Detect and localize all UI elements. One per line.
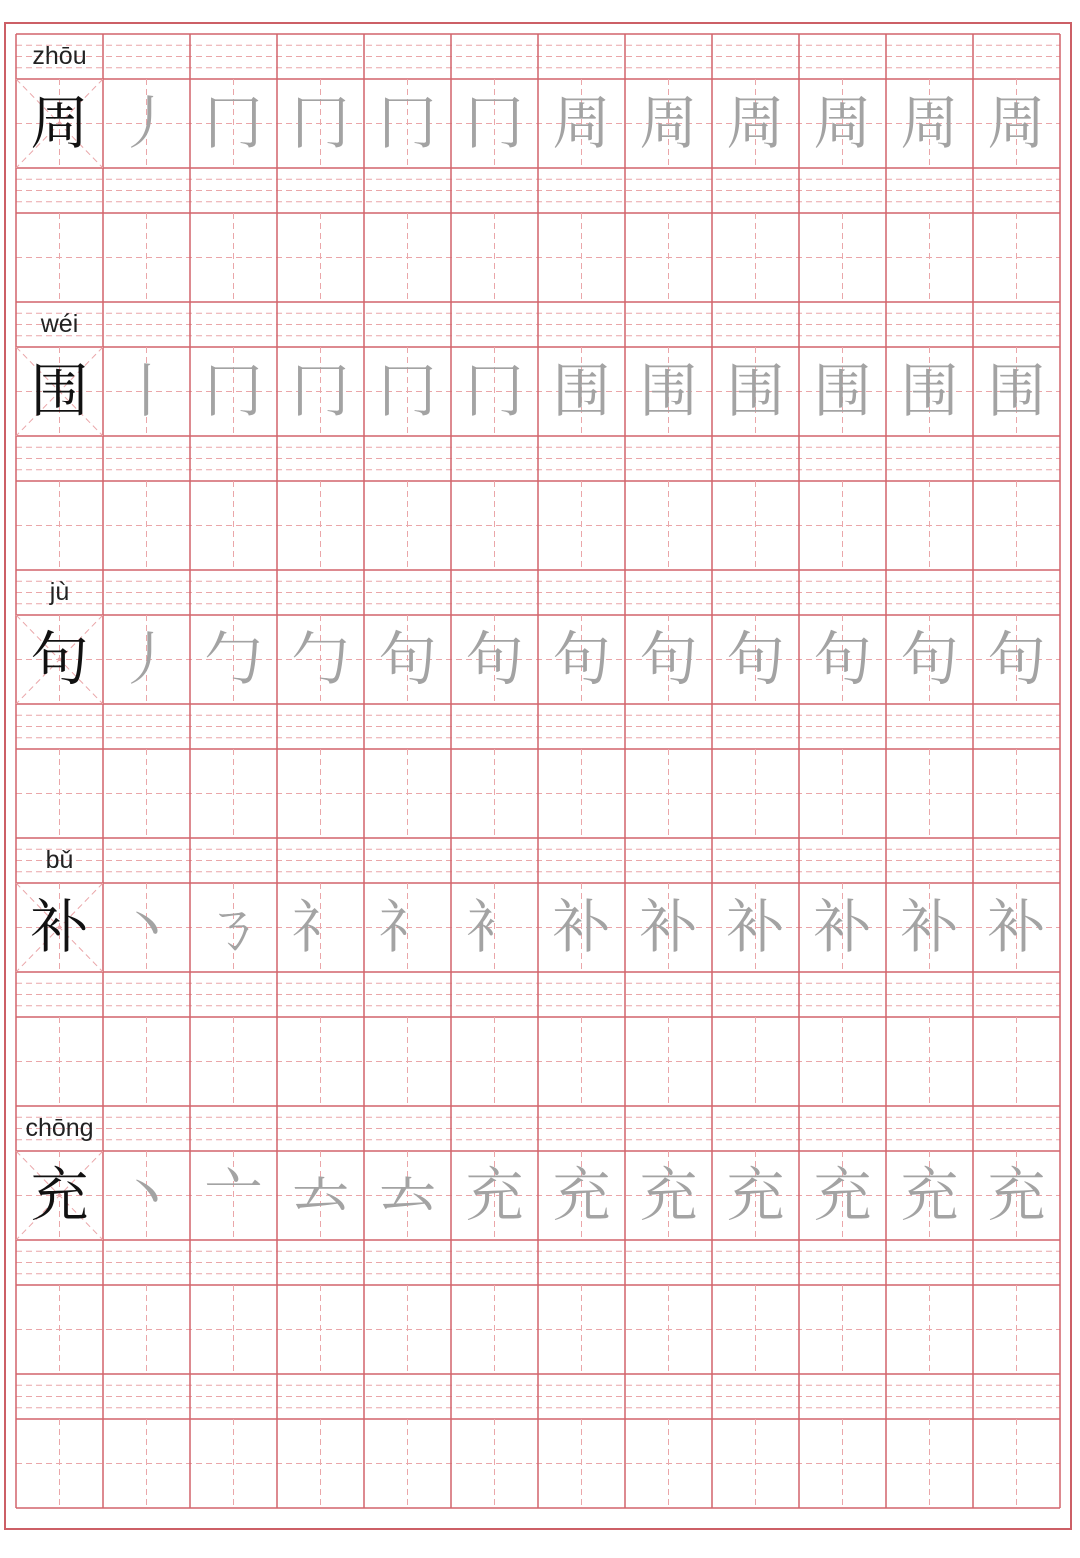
stroke-step-character: 冂 (204, 357, 263, 425)
stroke-step-character: 𠫓 (378, 1161, 437, 1229)
stroke-step-character: 围 (987, 357, 1046, 425)
model-character: 围 (30, 357, 89, 425)
stroke-step-character: 句 (639, 625, 698, 693)
stroke-step-character: 充 (726, 1161, 785, 1229)
stroke-step-character: 补 (813, 893, 872, 961)
stroke-step-character: 充 (639, 1161, 698, 1229)
stroke-step-character: 围 (552, 357, 611, 425)
stroke-step-character: 充 (552, 1161, 611, 1229)
stroke-step-character: 丨 (117, 357, 176, 425)
stroke-step-character: 冂 (465, 89, 524, 157)
stroke-step-character: ㄋ (204, 893, 263, 961)
stroke-step-character: 围 (726, 357, 785, 425)
model-character: 补 (30, 893, 89, 961)
stroke-step-character: 补 (987, 893, 1046, 961)
stroke-step-character: 冂 (291, 89, 350, 157)
stroke-step-character: 补 (726, 893, 785, 961)
stroke-step-character: 勹 (291, 625, 350, 693)
stroke-step-character: 周 (726, 89, 785, 157)
stroke-step-character: 围 (900, 357, 959, 425)
stroke-step-character: 句 (465, 625, 524, 693)
stroke-step-character: 句 (987, 625, 1046, 693)
stroke-step-character: 句 (378, 625, 437, 693)
stroke-step-character: 礻 (378, 893, 437, 961)
stroke-step-character: 礻 (291, 893, 350, 961)
stroke-step-character: 亠 (204, 1161, 263, 1229)
stroke-step-character: 补 (900, 893, 959, 961)
stroke-step-character: 周 (552, 89, 611, 157)
stroke-step-character: 周 (900, 89, 959, 157)
stroke-step-character: 补 (552, 893, 611, 961)
stroke-step-character: 冂 (291, 357, 350, 425)
stroke-step-character: 句 (900, 625, 959, 693)
stroke-step-character: 𠫓 (291, 1161, 350, 1229)
stroke-step-character: 充 (987, 1161, 1046, 1229)
stroke-step-character: 句 (726, 625, 785, 693)
pinyin-label: chōng (25, 1114, 94, 1142)
stroke-step-character: 围 (813, 357, 872, 425)
stroke-step-character: 丶 (117, 1161, 176, 1229)
stroke-step-character: 句 (552, 625, 611, 693)
model-character: 周 (30, 89, 89, 157)
stroke-step-character: 丿 (117, 89, 176, 157)
stroke-step-character: 充 (900, 1161, 959, 1229)
stroke-step-character: 补 (639, 893, 698, 961)
stroke-step-character: 周 (813, 89, 872, 157)
stroke-step-character: 周 (987, 89, 1046, 157)
stroke-step-character: 冂 (204, 89, 263, 157)
stroke-step-character: 冂 (378, 89, 437, 157)
stroke-step-character: 句 (813, 625, 872, 693)
pinyin-label: bǔ (45, 846, 74, 874)
stroke-step-character: 充 (465, 1161, 524, 1229)
pinyin-label: jù (49, 578, 70, 606)
pinyin-label: wéi (40, 310, 79, 338)
model-character: 充 (30, 1161, 89, 1229)
stroke-step-character: 充 (813, 1161, 872, 1229)
stroke-step-character: 勹 (204, 625, 263, 693)
stroke-step-character: 丿 (117, 625, 176, 693)
stroke-step-character: 衤 (465, 893, 524, 961)
stroke-step-character: 冂 (378, 357, 437, 425)
stroke-step-character: 冂 (465, 357, 524, 425)
model-character: 句 (30, 625, 89, 693)
stroke-step-character: 周 (639, 89, 698, 157)
stroke-step-character: 围 (639, 357, 698, 425)
pinyin-label: zhōu (32, 42, 87, 70)
stroke-step-character: 丶 (117, 893, 176, 961)
